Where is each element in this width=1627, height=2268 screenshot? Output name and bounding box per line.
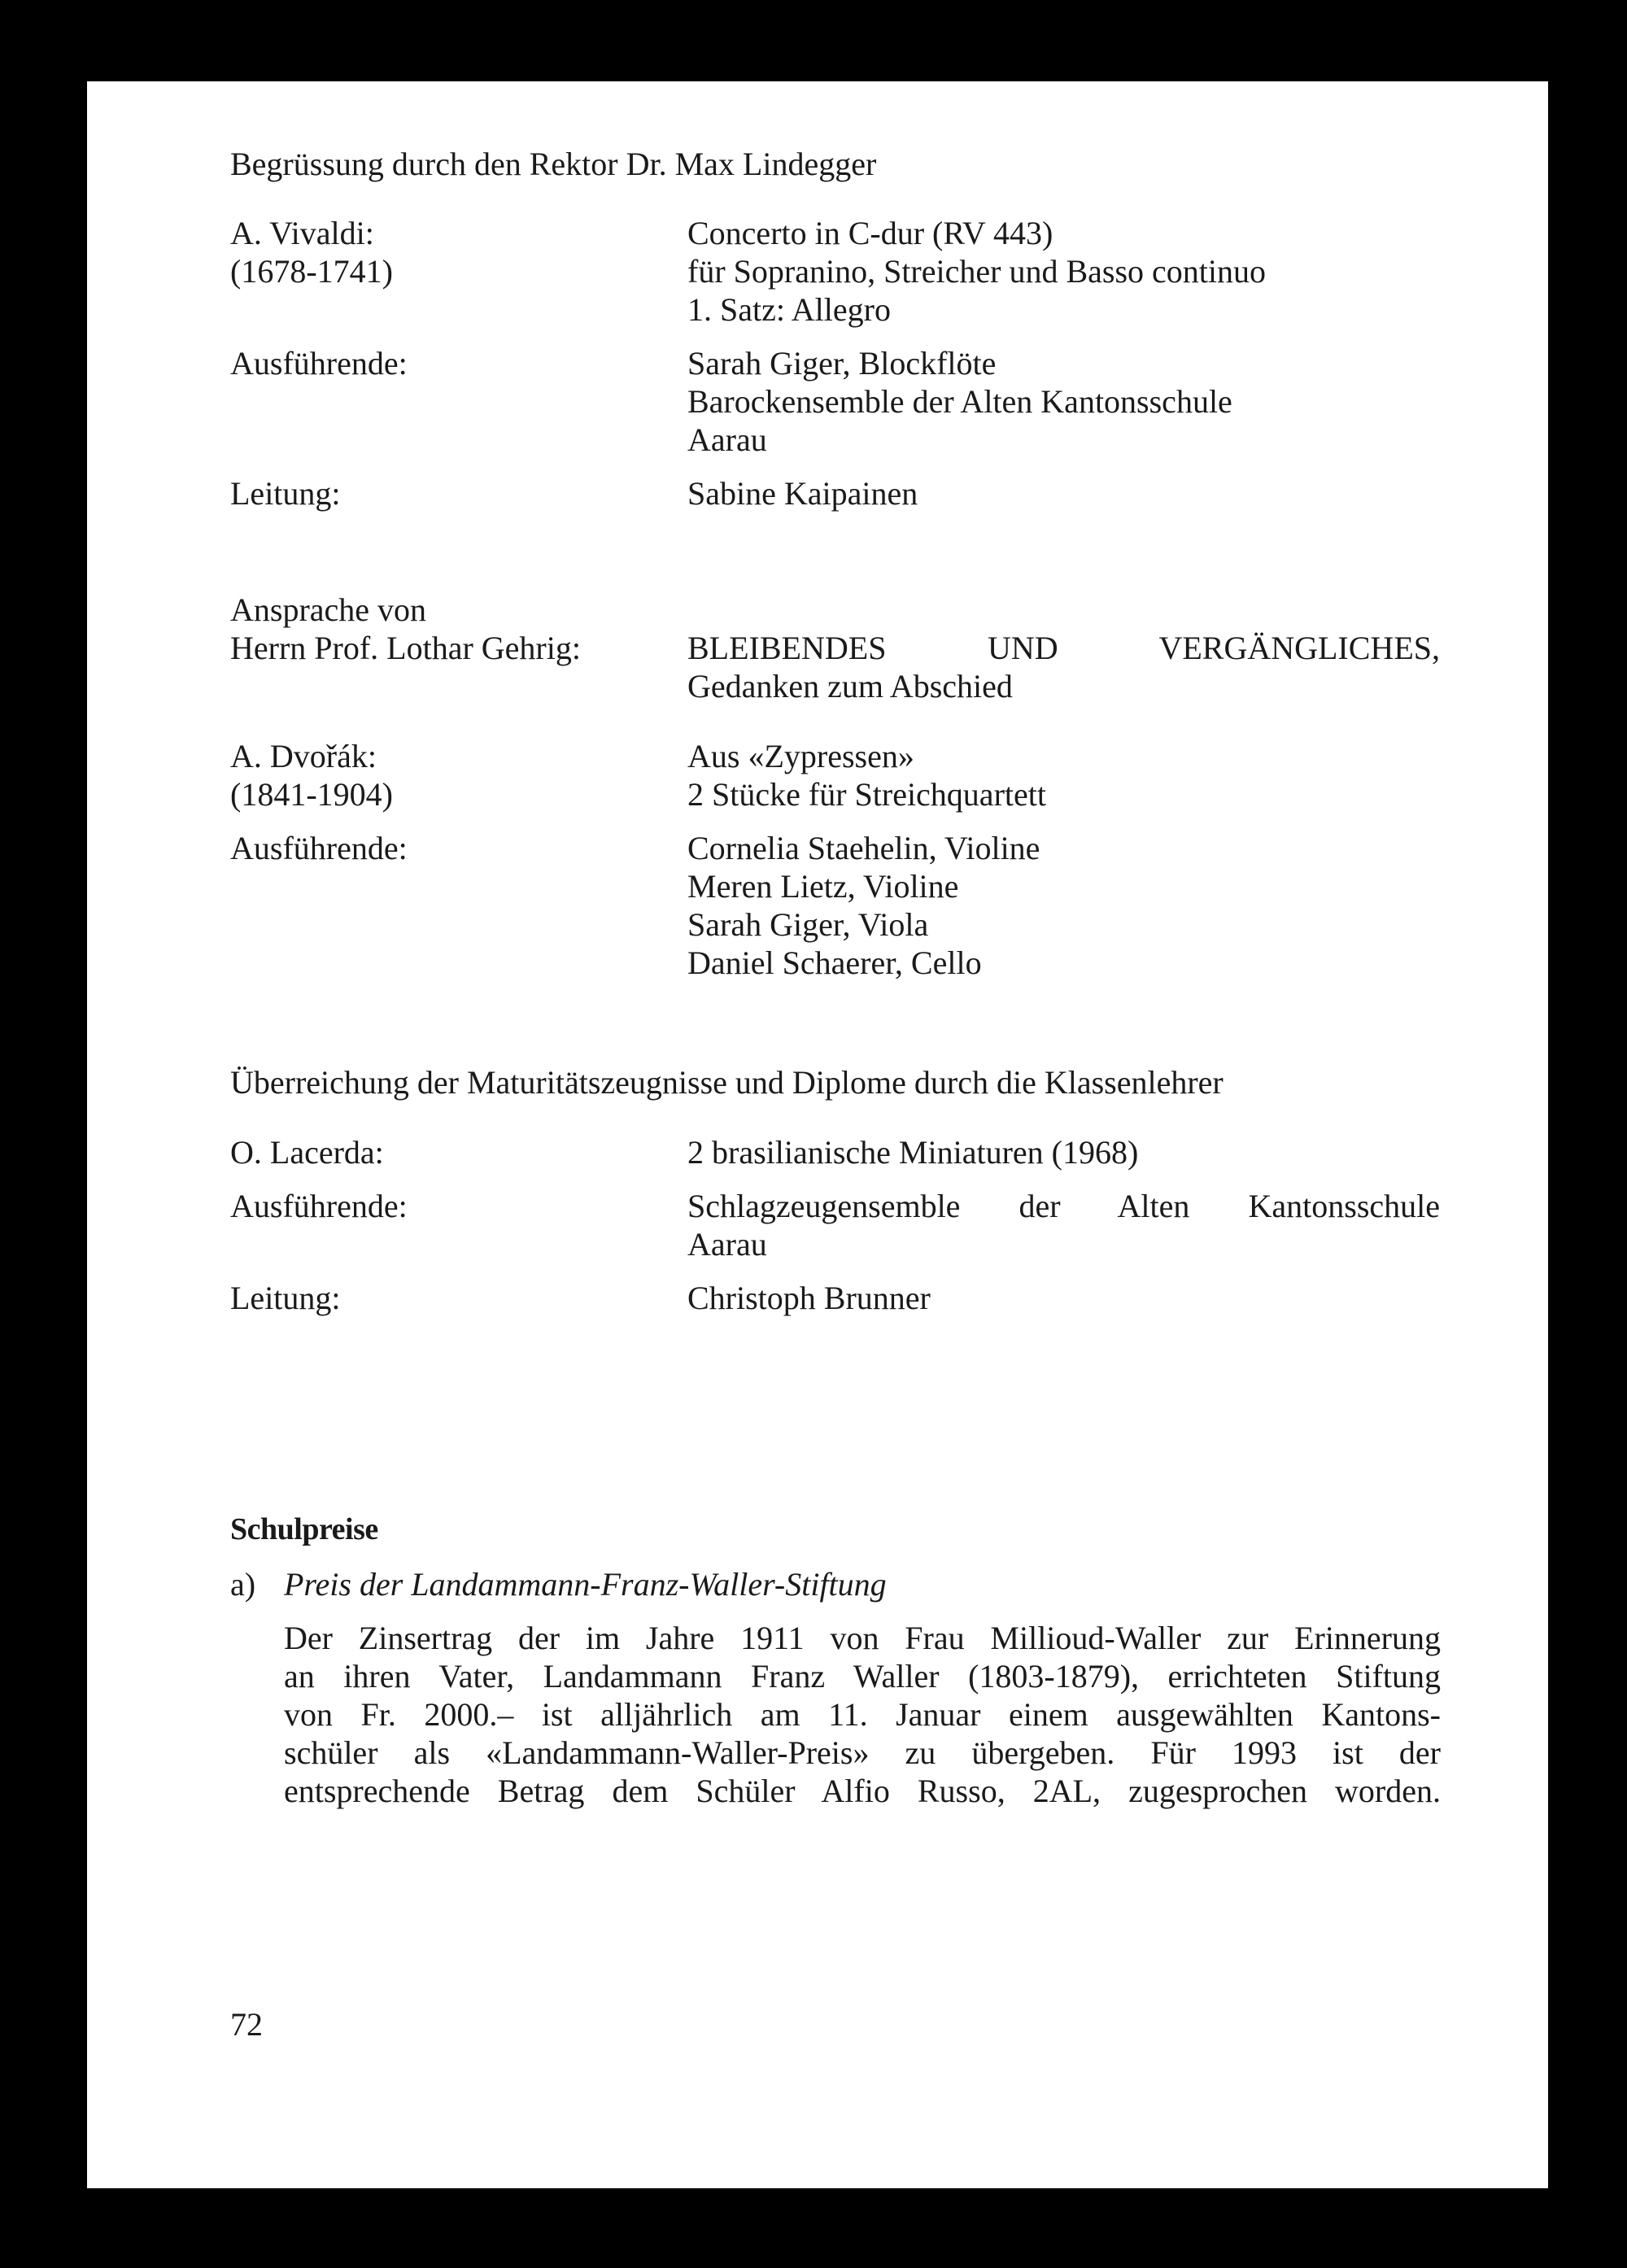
vivaldi-performers-label: Ausführende: [230, 345, 408, 382]
paragraph-line: an ihren Vater, Landammann Franz Waller (1803-1879), errichteten Stiftung [284, 1658, 1441, 1694]
dvorak-composer-label [230, 737, 686, 813]
performer-line: Cornelia Staehelin, Violine [687, 830, 1040, 866]
vivaldi-composer: A. Vivaldi: [230, 215, 374, 251]
paragraph-line: Der Zinsertrag der im Jahre 1911 von Frau Millioud-Waller zur Erinnerung [284, 1620, 1441, 1656]
lacerda-work: 2 brasilianische Miniaturen (1968) [687, 1134, 1139, 1171]
dvorak-composer: A. Dvořák: [230, 738, 377, 774]
page-number: 72 [230, 2006, 263, 2043]
dvorak-work-line: Aus «Zypressen» [687, 738, 914, 774]
paragraph-line: entsprechende Betrag dem Schüler Alfio Russo, 2AL, zugesprochen worden. [284, 1773, 1441, 1809]
dvorak-work [687, 737, 1450, 813]
prize-item [230, 1565, 1450, 1603]
dvorak-performers [687, 829, 1450, 982]
speech-label-line: Herrn Prof. Lothar Gehrig: [230, 630, 581, 666]
speech-subtitle: Gedanken zum Abschied [687, 668, 1013, 704]
performer-line: Sarah Giger, Viola [687, 906, 929, 943]
vivaldi-work-line: Concerto in C-dur (RV 443) [687, 215, 1053, 251]
vivaldi-composer-label [230, 214, 686, 290]
performer-line: Daniel Schaerer, Cello [687, 944, 982, 981]
lacerda-performers-label: Ausführende: [230, 1188, 408, 1224]
speech-title-block [687, 591, 1450, 705]
performer-line: Barockensemble der Alten Kantonsschule [687, 383, 1232, 420]
vivaldi-performers [687, 344, 1450, 459]
prize-item-title: Preis der Landammann-Franz-Waller-Stiftung [284, 1566, 887, 1603]
vivaldi-leader-label: Leitung: [230, 475, 341, 512]
document-body [230, 145, 1450, 1810]
performer-line: Meren Lietz, Violine [687, 868, 959, 905]
vivaldi-work-row [230, 214, 1450, 329]
vivaldi-work-line: 1. Satz: Allegro [687, 291, 891, 328]
lacerda-work-row [230, 1133, 1450, 1171]
performer-line: Sarah Giger, Blockflöte [687, 345, 997, 382]
vivaldi-dates: (1678-1741) [230, 253, 393, 290]
dvorak-performers-row [230, 829, 1450, 982]
vivaldi-work [687, 214, 1450, 329]
speech-label-line: Ansprache von [230, 591, 427, 628]
handover-line: Überreichung der Maturitätszeugnisse und Diplome durch die Klassenlehrer [230, 1064, 1224, 1101]
section-heading-schulpreise: Schulpreise [230, 1512, 378, 1546]
lacerda-leader-row [230, 1279, 1450, 1317]
vivaldi-leader: Sabine Kaipainen [687, 475, 918, 512]
lacerda-performers [687, 1187, 1450, 1263]
dvorak-dates: (1841-1904) [230, 776, 393, 813]
performer-line: Aarau [687, 1226, 767, 1263]
lacerda-performers-row [230, 1187, 1450, 1263]
lacerda-leader-label: Leitung: [230, 1280, 341, 1316]
performer-line: Aarau [687, 421, 767, 458]
performer-line: Schlagzeugensemble der Alten Kantonsschule [687, 1188, 1440, 1224]
dvorak-work-row [230, 737, 1450, 813]
vivaldi-work-line: für Sopranino, Streicher und Basso continuo [687, 253, 1266, 290]
speech-row [230, 591, 1450, 705]
paragraph-line: schüler als «Landammann-Waller-Preis» zu übergeben. Für 1993 ist der [284, 1734, 1441, 1771]
vivaldi-leader-row [230, 474, 1450, 512]
speech-title: BLEIBENDES UND VERGÄNGLICHES, [687, 630, 1440, 666]
dvorak-work-line: 2 Stücke für Streichquartett [687, 776, 1046, 813]
vivaldi-performers-row [230, 344, 1450, 459]
dvorak-performers-label: Ausführende: [230, 830, 408, 866]
prize-item-marker: a) [230, 1566, 256, 1603]
greeting-line: Begrüssung durch den Rektor Dr. Max Lindegger [230, 146, 877, 182]
speech-label [230, 591, 686, 667]
lacerda-composer: O. Lacerda: [230, 1134, 384, 1171]
prize-paragraph [284, 1619, 1441, 1810]
paragraph-line: von Fr. 2000.– ist alljährlich am 11. Januar einem ausgewählten Kantons- [284, 1696, 1441, 1733]
lacerda-leader: Christoph Brunner [687, 1280, 931, 1316]
